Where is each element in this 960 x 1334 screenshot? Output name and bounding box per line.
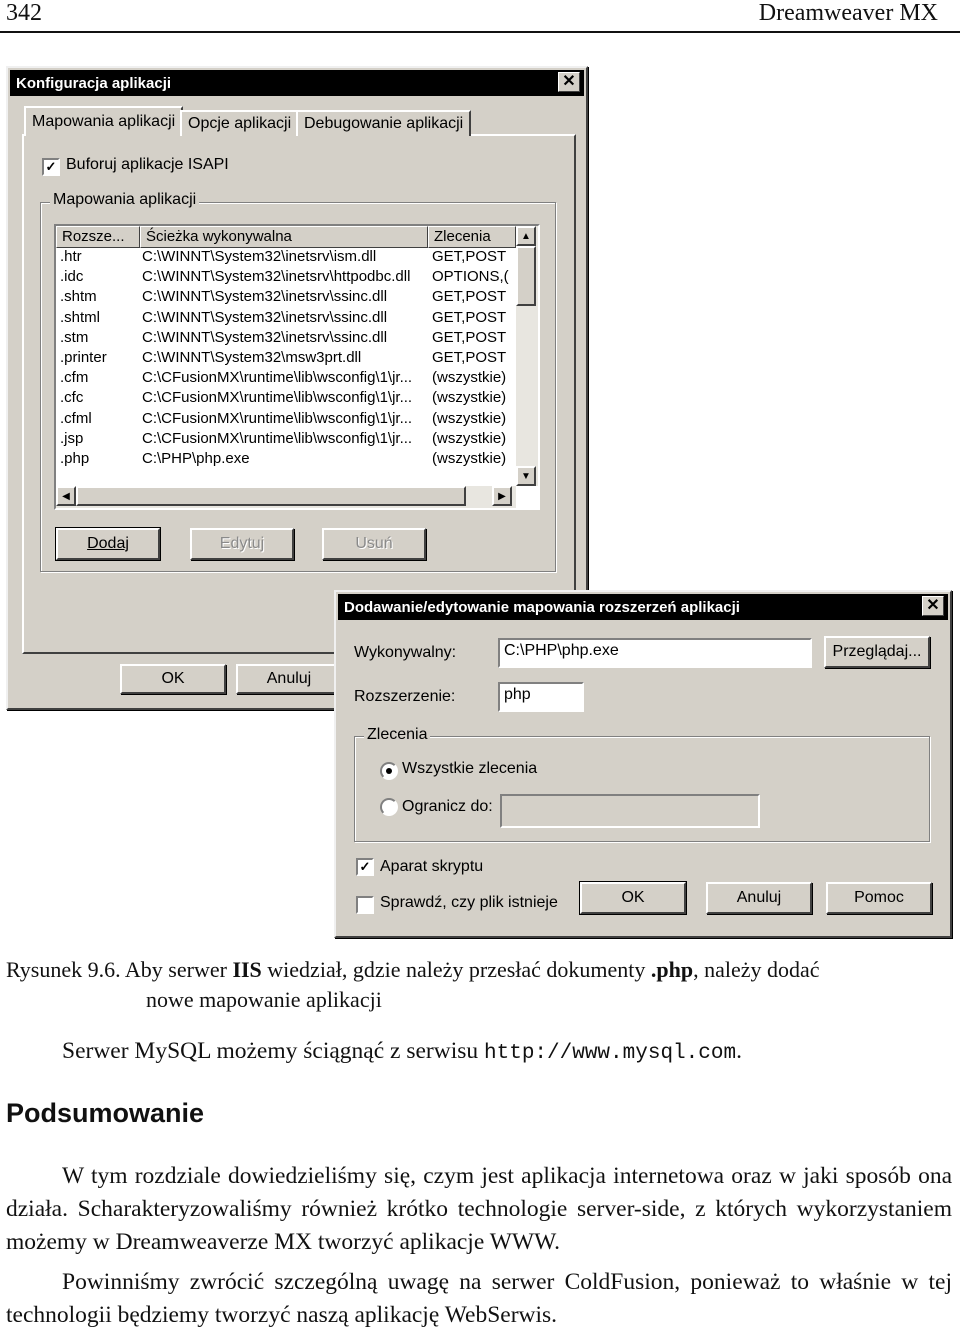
- table-cell-path: C:\WINNT\System32\inetsrv\httpodbc.dll: [142, 268, 411, 286]
- scroll-left-icon[interactable]: ◀: [56, 486, 76, 506]
- table-row[interactable]: [56, 410, 516, 430]
- table-cell-ext: .idc: [60, 268, 84, 286]
- all-verbs-label: Wszystkie zlecenia: [402, 760, 538, 777]
- remove-button[interactable]: Usuń: [322, 528, 426, 560]
- edit-cancel-button[interactable]: Anuluj: [706, 882, 812, 914]
- table-cell-ext: .shtml: [60, 308, 101, 326]
- table-cell-path: C:\CFusionMX\runtime\lib\wsconfig\1\jr...: [142, 429, 413, 447]
- section-heading: Podsumowanie: [6, 1098, 205, 1128]
- mysql-url[interactable]: http://www.mysql.com: [484, 1042, 737, 1065]
- limit-to-label: Ogranicz do:: [402, 798, 493, 815]
- verbs-group-label: Zlecenia: [364, 726, 430, 744]
- hscroll-thumb[interactable]: [76, 486, 466, 506]
- table-cell-path: C:\PHP\php.exe: [142, 450, 250, 467]
- table-cell-path: C:\CFusionMX\runtime\lib\wsconfig\1\jr...: [142, 369, 413, 387]
- config-dialog-close-icon[interactable]: ✕: [558, 72, 580, 92]
- extension-input[interactable]: php: [498, 682, 584, 712]
- edit-mapping-dialog: [334, 590, 952, 938]
- limit-to-input[interactable]: [500, 794, 760, 828]
- mappings-group-label: Mapowania aplikacji: [50, 191, 199, 209]
- table-cell-verbs: (wszystkie): [432, 369, 507, 387]
- table-cell-path: C:\WINNT\System32\inetsrv\ssinc.dll: [142, 328, 388, 346]
- table-cell-verbs: GET,POST: [432, 349, 507, 366]
- table-cell-ext: .shtm: [60, 288, 97, 306]
- table-cell-path: C:\WINNT\System32\inetsrv\ssinc.dll: [142, 308, 388, 326]
- executable-label: Wykonywalny:: [354, 644, 457, 661]
- tab-application-mappings[interactable]: Mapowania aplikacji: [24, 106, 183, 136]
- scroll-right-icon[interactable]: ▶: [492, 486, 512, 506]
- mysql-download-paragraph: Serwer MySQL możemy ściągnąć z serwisu http://www.mysql.com.: [62, 1038, 742, 1065]
- table-cell-ext: .printer: [60, 349, 107, 366]
- column-header-extension[interactable]: Rozsze...: [56, 226, 140, 248]
- column-header-path[interactable]: Ścieżka wykonywalna: [140, 226, 428, 248]
- cache-isapi-checkbox[interactable]: ✓: [42, 158, 60, 176]
- config-cancel-button[interactable]: Anuluj: [236, 664, 342, 694]
- table-row[interactable]: [56, 248, 516, 268]
- tab-application-options[interactable]: Opcje aplikacji: [180, 110, 299, 136]
- browse-button[interactable]: Przeglądaj...: [824, 636, 930, 668]
- table-row[interactable]: [56, 329, 516, 349]
- script-engine-checkbox[interactable]: ✓: [356, 858, 374, 876]
- edit-ok-button[interactable]: OK: [580, 882, 686, 914]
- table-cell-verbs: (wszystkie): [432, 389, 507, 407]
- edit-dialog-close-icon[interactable]: ✕: [922, 596, 944, 616]
- help-button[interactable]: Pomoc: [826, 882, 932, 914]
- summary-paragraph-1: W tym rozdziale dowiedzieliśmy się, czym jest aplikacja internetowa oraz w jaki sposób ona działa. Scharakteryzowaliśmy również krótko technologie server-side, z których wykorzystaniem możemy w Dreamweaverze MX tworzyć aplikacje WWW.: [6, 1163, 952, 1255]
- mappings-list[interactable]: [54, 224, 540, 510]
- table-row[interactable]: [56, 450, 516, 470]
- table-cell-ext: .stm: [60, 328, 89, 346]
- table-cell-verbs: GET,POST: [432, 308, 507, 326]
- check-file-exists-label: Sprawdź, czy plik istnieje: [380, 894, 558, 911]
- table-cell-path: C:\WINNT\System32\inetsrv\ssinc.dll: [142, 288, 388, 306]
- table-cell-path: C:\CFusionMX\runtime\lib\wsconfig\1\jr...: [142, 389, 413, 407]
- book-title: Dreamweaver MX: [758, 0, 938, 26]
- edit-dialog-titlebar: [338, 594, 948, 620]
- table-cell-path: C:\WINNT\System32\msw3prt.dll: [142, 349, 362, 366]
- figure-caption: Rysunek 9.6. Aby serwer IIS wiedział, gdzie należy przesłać dokumenty .php, należy dodać nowe mapowanie aplikacji: [6, 957, 820, 1012]
- all-verbs-radio[interactable]: [380, 762, 398, 780]
- table-cell-ext: .cfm: [60, 369, 89, 387]
- cache-isapi-label: Buforuj aplikacje ISAPI: [66, 156, 229, 173]
- limit-to-radio[interactable]: [380, 798, 398, 816]
- config-dialog-titlebar: [10, 70, 584, 96]
- header-rule: [0, 31, 960, 33]
- add-button[interactable]: Dodaj: [56, 528, 160, 560]
- summary-paragraph-2: Powinniśmy zwrócić szczególną uwagę na serwer ColdFusion, ponieważ to właśnie w tej technologii będziemy tworzyć naszą aplikację WebSerwis.: [6, 1269, 952, 1328]
- table-cell-ext: .cfml: [60, 409, 92, 427]
- scroll-thumb[interactable]: [516, 246, 536, 306]
- table-row[interactable]: [56, 349, 516, 369]
- table-row[interactable]: [56, 430, 516, 450]
- table-cell-ext: .jsp: [60, 429, 84, 447]
- edit-dialog-title: Dodawanie/edytowanie mapowania rozszerzeń aplikacji: [344, 598, 740, 616]
- extension-label: Rozszerzenie:: [354, 688, 456, 705]
- table-cell-path: C:\WINNT\System32\inetsrv\ism.dll: [142, 248, 377, 265]
- config-dialog-title: Konfiguracja aplikacji: [16, 74, 172, 92]
- page-number: 342: [6, 0, 42, 26]
- table-row[interactable]: [56, 268, 516, 288]
- table-cell-path: C:\CFusionMX\runtime\lib\wsconfig\1\jr...: [142, 409, 413, 427]
- executable-input[interactable]: C:\PHP\php.exe: [498, 638, 812, 668]
- table-cell-verbs: (wszystkie): [432, 409, 507, 427]
- table-cell-verbs: (wszystkie): [432, 429, 507, 447]
- scroll-up-icon[interactable]: ▲: [516, 226, 536, 246]
- table-cell-ext: .php: [60, 450, 90, 467]
- table-row[interactable]: [56, 369, 516, 389]
- table-cell-verbs: OPTIONS,(: [432, 268, 509, 286]
- table-cell-ext: .cfc: [60, 389, 84, 407]
- scroll-down-icon[interactable]: ▼: [516, 466, 536, 486]
- check-file-exists-checkbox[interactable]: [356, 896, 374, 914]
- table-cell-verbs: GET,POST: [432, 248, 507, 265]
- tab-application-debugging[interactable]: Debugowanie aplikacji: [296, 110, 471, 136]
- column-header-verbs[interactable]: Zlecenia: [428, 226, 516, 248]
- table-row[interactable]: [56, 309, 516, 329]
- table-cell-ext: .htr: [60, 248, 82, 265]
- script-engine-label: Aparat skryptu: [380, 858, 484, 875]
- edit-button[interactable]: Edytuj: [190, 528, 294, 560]
- table-cell-verbs: (wszystkie): [432, 450, 507, 467]
- table-row[interactable]: [56, 288, 516, 308]
- table-row[interactable]: [56, 389, 516, 409]
- config-ok-button[interactable]: OK: [120, 664, 226, 694]
- table-cell-verbs: GET,POST: [432, 328, 507, 346]
- table-cell-verbs: GET,POST: [432, 288, 507, 306]
